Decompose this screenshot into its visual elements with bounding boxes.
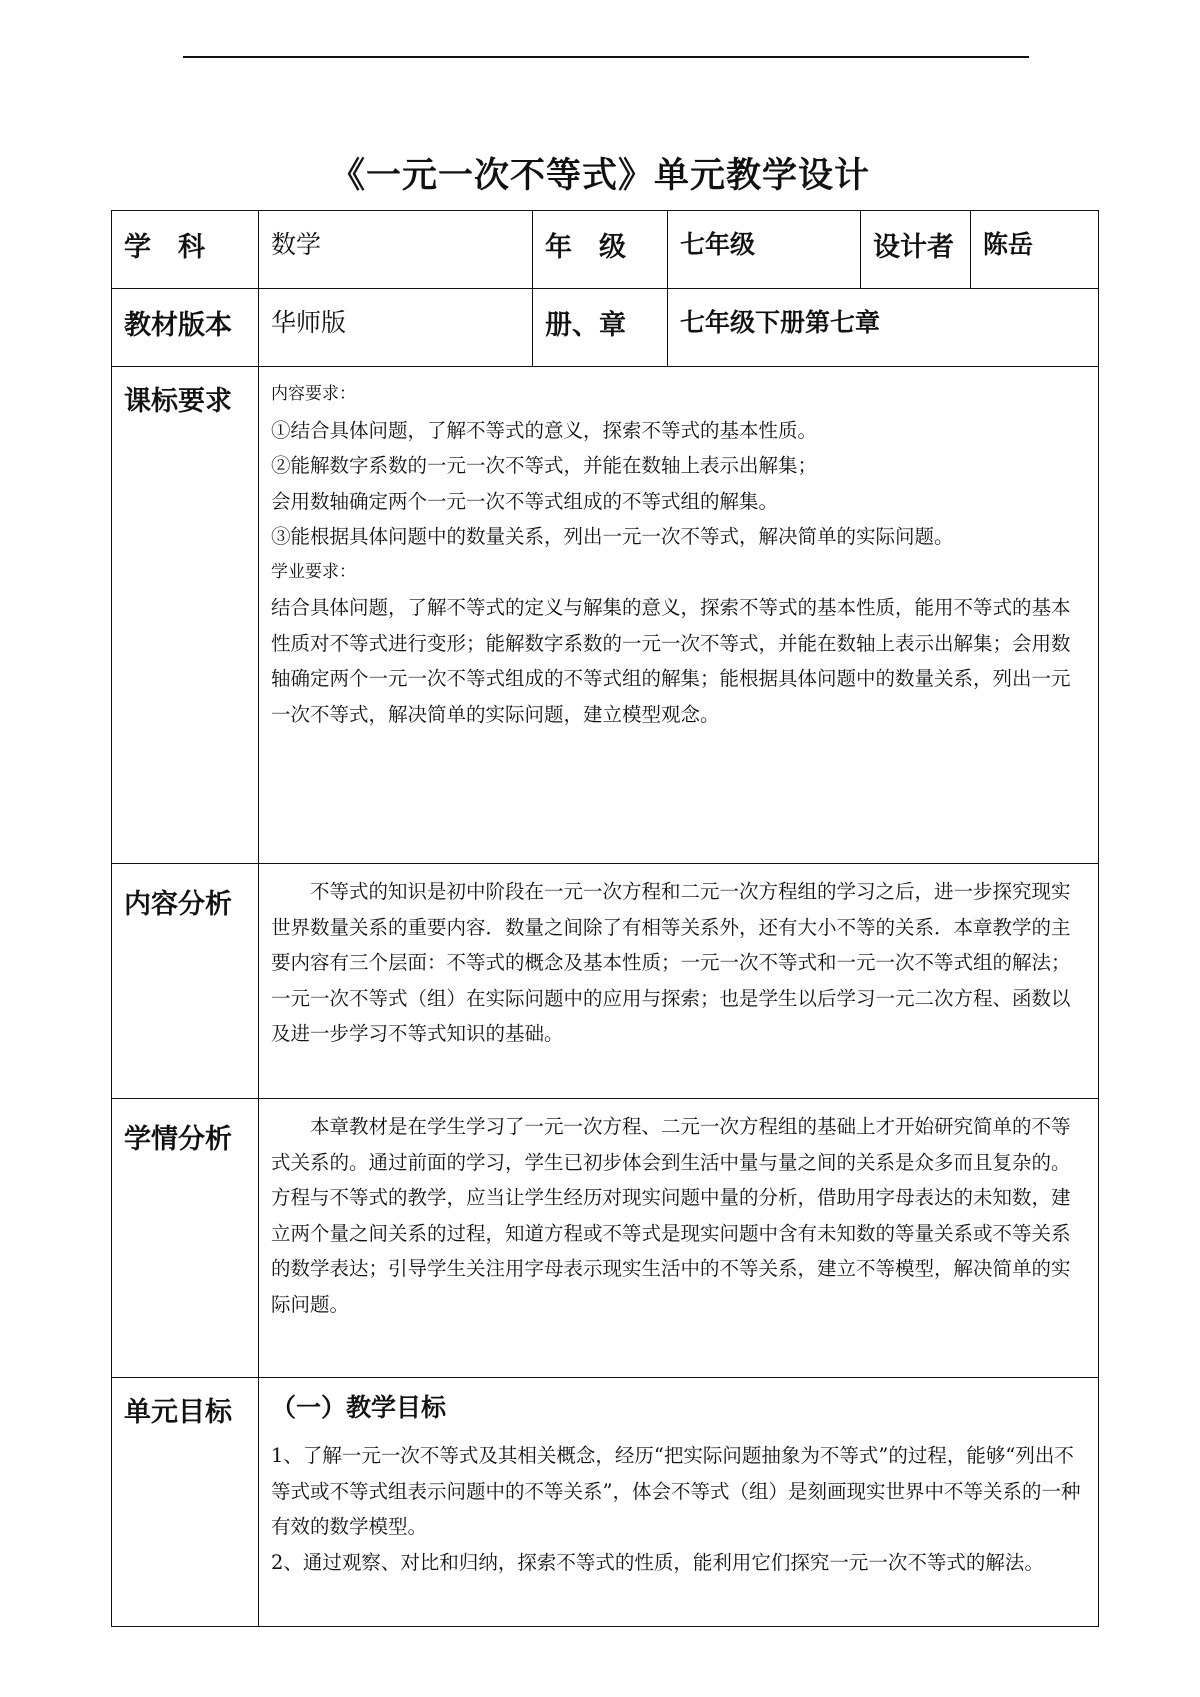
- grade-value: 七年级: [668, 211, 861, 289]
- table-row: [112, 211, 1099, 289]
- content-analysis-label: 内容分析: [112, 864, 259, 1099]
- content-analysis-text: 不等式的知识是初中阶段在一元一次方程和二元一次方程组的学习之后，进一步探究现实世界数量关系的重要内容．数量之间除了有相等关系外，还有大小不等的关系．本章教学的主要内容有三个层面：不等式的概念及基本性质；一元一次不等式和一元一次不等式组的解法；一元一次不等式（组）在实际问题中的应用与探索；也是学生以后学习一元二次方程、函数以及进一步学习不等式知识的基础。: [271, 880, 1071, 1045]
- subject-value: 数学: [259, 211, 533, 289]
- designer-label: 设计者: [861, 211, 971, 289]
- learner-analysis-label: 学情分析: [112, 1099, 259, 1378]
- learner-analysis-text: 本章教材是在学生学习了一元一次方程、二元一次方程组的基础上才开始研究简单的不等式关系的。通过前面的学习，学生已初步体会到生活中量与量之间的关系是众多而且复杂的。方程与不等式的教学，应当让学生经历对现实问题中量的分析，借助用字母表达的未知数，建立两个量之间关系的过程，知道方程或不等式是现实问题中含有未知数的等量关系或不等关系的数学表达；引导学生关注用字母表示现实生活中的不等关系，建立不等模型，解决简单的实际问题。: [271, 1115, 1071, 1316]
- curriculum-item: ②能解数字系数的一元一次不等式，并能在数轴上表示出解集；: [271, 454, 818, 477]
- goal-item: 2、通过观察、对比和归纳，探索不等式的性质，能利用它们探究一元一次不等式的解法。: [271, 1550, 1044, 1574]
- content-analysis-text-cell: [259, 864, 1099, 1099]
- design-table: [111, 210, 1099, 1627]
- document-title: 《一元一次不等式》单元教学设计: [329, 156, 870, 196]
- unit-goals-cell: [259, 1378, 1099, 1627]
- curriculum-content: [259, 367, 1099, 864]
- volume-label: 册、章: [533, 289, 668, 367]
- table-row: [112, 864, 1099, 1099]
- goal-item: 1、了解一元一次不等式及其相关概念，经历“把实际问题抽象为不等式”的过程，能够“列出不等式或不等式组表示问题中的不等关系”，体会不等式（组）是刻画现实世界中不等关系的一种有效的数学模型。: [271, 1444, 1081, 1538]
- teaching-goals-heading: （一）教学目标: [271, 1393, 447, 1422]
- volume-value: 七年级下册第七章: [668, 289, 1099, 367]
- subject-label: 学 科: [112, 211, 259, 289]
- unit-goals-label: 单元目标: [112, 1378, 259, 1627]
- edition-value: 华师版: [259, 289, 533, 367]
- edition-label: 教材版本: [112, 289, 259, 367]
- table-row: [112, 289, 1099, 367]
- table-row: [112, 1378, 1099, 1627]
- table-row: [112, 1099, 1099, 1378]
- table-row: [112, 367, 1099, 864]
- curriculum-item: 会用数轴确定两个一元一次不等式组成的不等式组的解集。: [271, 489, 779, 513]
- curriculum-item: ③能根据具体问题中的数量关系，列出一元一次不等式，解决简单的实际问题。: [271, 525, 954, 548]
- designer-value: 陈岳: [971, 211, 1099, 289]
- header-rule: [183, 56, 1029, 58]
- grade-label: 年 级: [533, 211, 668, 289]
- curriculum-item: ①结合具体问题，了解不等式的意义，探索不等式的基本性质。: [271, 418, 818, 442]
- content-heading: 内容要求：: [271, 384, 356, 404]
- learner-analysis-text-cell: [259, 1099, 1099, 1378]
- curriculum-label: 课标要求: [112, 367, 259, 864]
- academic-text: 结合具体问题，了解不等式的定义与解集的意义，探索不等式的基本性质，能用不等式的基本性质对不等式进行变形；能解数字系数的一元一次不等式，并能在数轴上表示出解集；会用数轴确定两个一元一次不等式组成的不等式组的解集；能根据具体问题中的数量关系，列出一元一次不等式，解决简单的实际问题，建立模型观念。: [271, 596, 1071, 726]
- academic-heading: 学业要求：: [271, 561, 356, 582]
